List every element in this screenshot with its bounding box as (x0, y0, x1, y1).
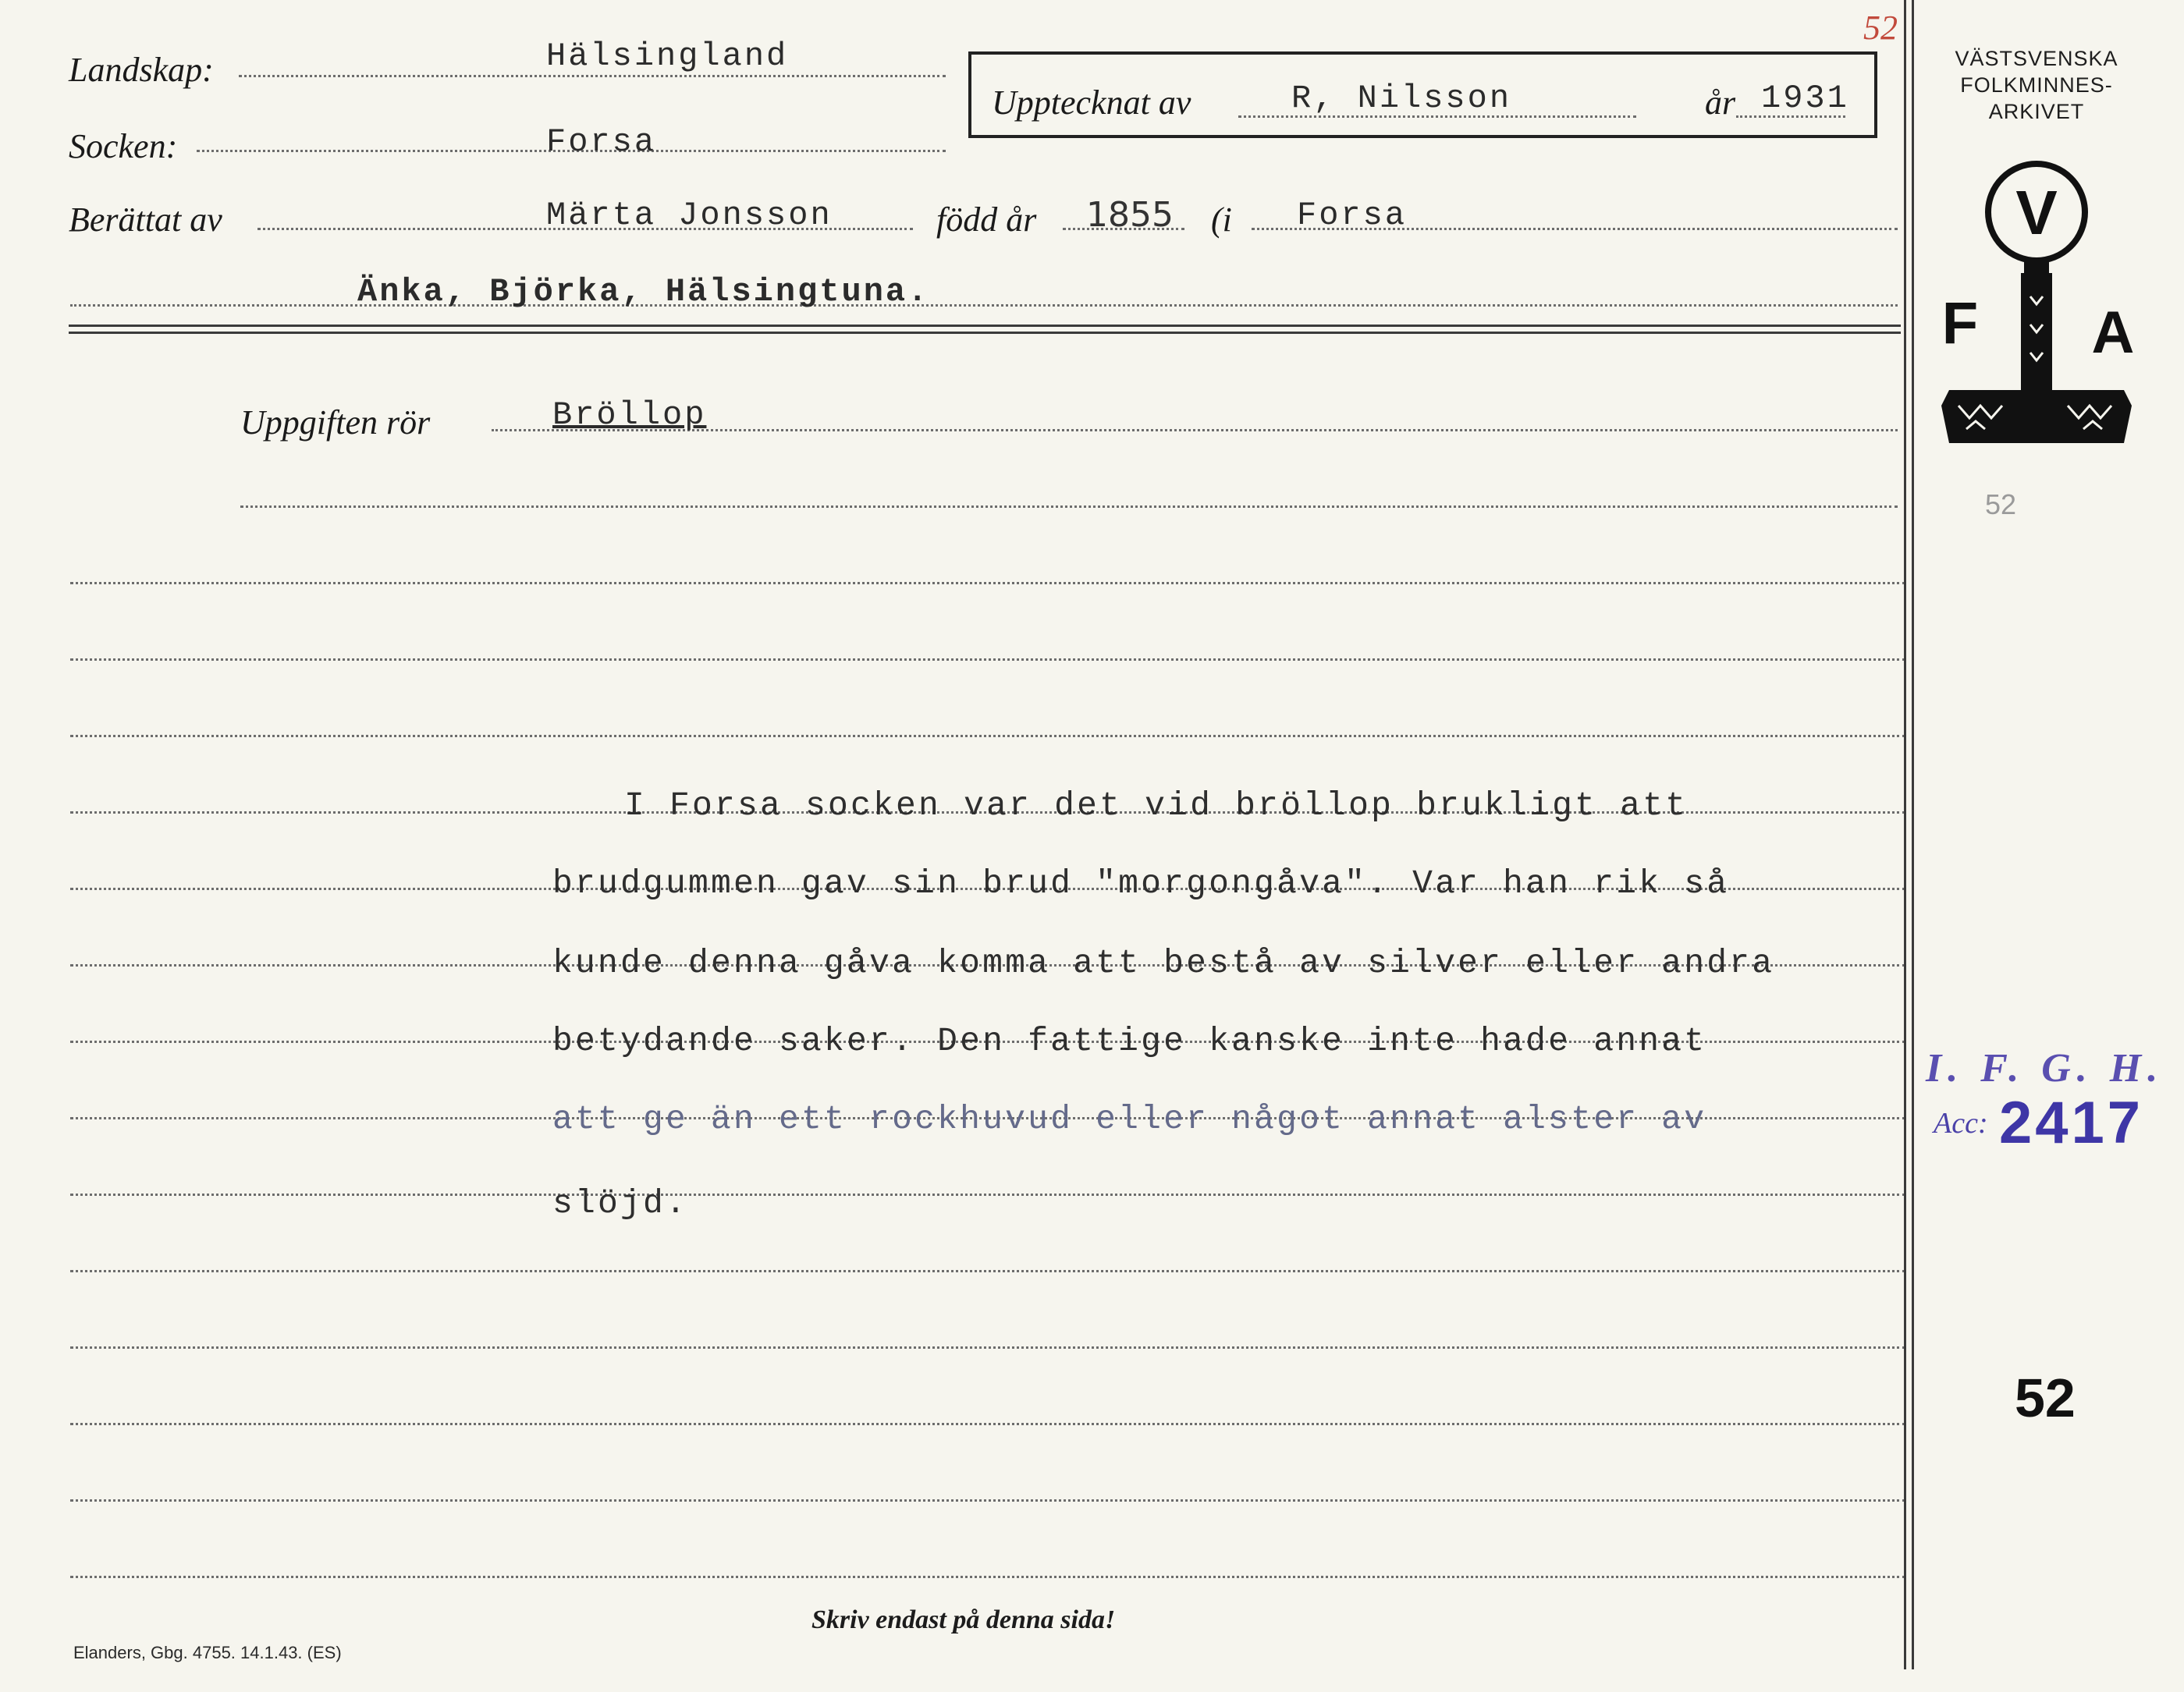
printer-imprint: Elanders, Gbg. 4755. 14.1.43. (ES) (73, 1643, 342, 1662)
body-text-line: kunde denna gåva komma att bestå av silver eller andra (552, 944, 1775, 982)
ruled-line (70, 1499, 1905, 1502)
body-text-line: slöjd. (552, 1184, 689, 1222)
landskap-value: Hälsingland (546, 37, 789, 75)
red-annotation-number: 52 (1863, 9, 1898, 47)
logo-circle-letter: V (2015, 178, 2058, 247)
ruled-line (70, 735, 1905, 737)
ruled-line (70, 582, 1905, 584)
margin-line-right (1912, 0, 1914, 1669)
body-text-line: att ge än ett rockhuvud eller något annat alster av (552, 1100, 1707, 1138)
ruled-line (70, 1346, 1905, 1349)
berattat-label: Berättat av (69, 200, 222, 239)
recorder-box (968, 51, 1877, 138)
uppteck-value: R, Nilsson (1291, 80, 1512, 117)
body-text-line: betydande saker. Den fattige kanske inte hade annat (552, 1022, 1707, 1060)
footer-instruction: Skriv endast på denna sida! (811, 1605, 1116, 1634)
uppteck-label: Upptecknat av (992, 83, 1191, 122)
header-rule-top (69, 325, 1901, 327)
ruled-line (70, 1194, 1905, 1196)
header-rule-bottom (69, 332, 1901, 334)
socken-label: Socken: (69, 127, 178, 165)
body-text-line: I Forsa socken var det vid bröllop brukligt att (624, 786, 1689, 825)
logo-right-letter: A (2091, 300, 2135, 366)
ar-label: år (1705, 83, 1736, 122)
margin-line-left (1904, 0, 1906, 1669)
ruled-line (70, 1423, 1905, 1425)
landskap-dotted-line (239, 75, 946, 77)
archive-name-line: VÄSTSVENSKA (1955, 47, 2118, 70)
occupation-value: Änka, Björka, Hälsingtuna. (357, 273, 930, 310)
acc-stamp-number: 2417 (1999, 1090, 2144, 1156)
pencil-annotation-number: 52 (1985, 488, 2017, 520)
body-text-line: brudgummen gav sin brud "morgongåva". Var han rik så (552, 864, 1730, 903)
socken-value: Forsa (546, 123, 657, 161)
ruled-line (70, 658, 1905, 661)
archive-name-line: ARKIVET (1988, 100, 2085, 123)
fodd-label: född år (936, 200, 1037, 239)
occupation-dotted-line (70, 304, 1898, 307)
ruled-line (70, 1270, 1905, 1272)
card-number: 52 (2015, 1367, 2076, 1428)
landskap-label: Landskap: (69, 51, 214, 89)
archive-logo (1935, 148, 2138, 460)
berattat-value: Märta Jonsson (546, 197, 833, 234)
ifgh-stamp: I. F. G. H. (1926, 1046, 2164, 1091)
logo-left-letter: F (1941, 290, 1979, 356)
i-value: Forsa (1297, 197, 1408, 234)
ruled-line (70, 1576, 1905, 1578)
fodd-value: 1855 (1086, 195, 1174, 235)
archive-name (1919, 45, 2154, 125)
uppgiften-value: Bröllop (552, 396, 707, 434)
uppgiften-label: Uppgiften rör (240, 403, 431, 442)
ruled-line (240, 505, 1898, 508)
archive-name-line: FOLKMINNES- (1960, 73, 2113, 97)
i-label: (i (1211, 200, 1232, 239)
ar-value: 1931 (1761, 80, 1849, 117)
acc-stamp-label: Acc: (1934, 1107, 1988, 1140)
